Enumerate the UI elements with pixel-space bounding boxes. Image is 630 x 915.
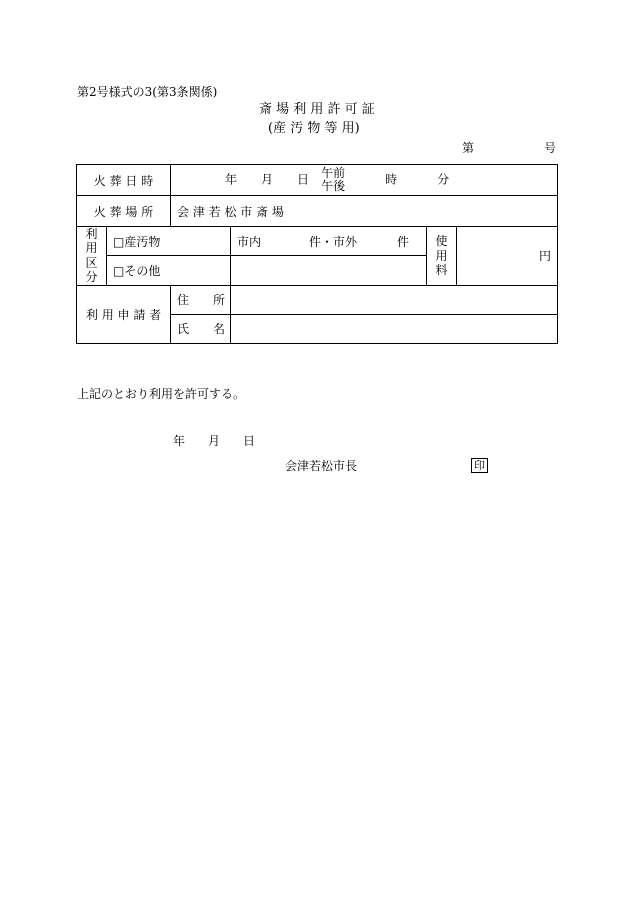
footer-date-month: 月 bbox=[208, 434, 221, 448]
date-month-unit: 月 bbox=[261, 172, 274, 187]
document-subtitle: (産 汚 物 等 用) bbox=[268, 121, 360, 136]
count-field-empty[interactable] bbox=[231, 256, 427, 285]
fee-field[interactable] bbox=[457, 227, 558, 286]
date-day-unit: 日 bbox=[297, 172, 310, 187]
permit-statement: 上記のとおり利用を許可する。 bbox=[77, 387, 246, 401]
name-label: 氏 名 bbox=[171, 314, 231, 343]
seal-mark: 印 bbox=[471, 458, 488, 473]
count-unit-end: 件 bbox=[397, 234, 410, 249]
count-field[interactable] bbox=[231, 227, 427, 256]
number-suffix: 号 bbox=[544, 141, 557, 155]
fee-label: 使 用 料 bbox=[427, 227, 457, 286]
footer-date-year: 年 bbox=[173, 434, 186, 448]
count-inside-label: 市内 bbox=[237, 234, 262, 249]
address-label: 住 所 bbox=[171, 285, 231, 314]
cremation-place-value: 会 津 若 松 市 斎 場 bbox=[171, 196, 558, 227]
form-reference: 第2号様式の3(第3条関係) bbox=[77, 85, 218, 99]
count-unit-outside: 件・市外 bbox=[309, 234, 358, 249]
cremation-place-label: 火 葬 場 所 bbox=[77, 196, 171, 227]
official-seal-box bbox=[471, 458, 488, 473]
issuer-title: 会津若松市長 bbox=[285, 459, 358, 473]
usage-category-label: 利 用 区 分 bbox=[77, 227, 107, 286]
cremation-date-field[interactable] bbox=[171, 165, 558, 196]
option-other-checkbox[interactable]: □その他 bbox=[107, 256, 231, 285]
time-hour-unit: 時 bbox=[385, 172, 398, 187]
address-field[interactable] bbox=[231, 285, 558, 314]
number-prefix: 第 bbox=[462, 141, 475, 155]
option-waste-checkbox[interactable]: □産汚物 bbox=[107, 227, 231, 256]
ampm-am: 午前 bbox=[321, 165, 346, 180]
date-year-unit: 年 bbox=[225, 172, 238, 187]
ampm-pm: 午後 bbox=[321, 179, 346, 193]
document-title: 斎 場 利 用 許 可 証 bbox=[259, 102, 375, 117]
ampm-selector[interactable] bbox=[321, 167, 345, 193]
permit-table bbox=[76, 164, 558, 344]
footer-date-day: 日 bbox=[243, 434, 256, 448]
fee-unit: 円 bbox=[539, 249, 552, 264]
time-minute-unit: 分 bbox=[437, 172, 450, 187]
cremation-date-label: 火 葬 日 時 bbox=[77, 165, 171, 196]
applicant-label: 利 用 申 請 者 bbox=[77, 285, 171, 343]
name-field[interactable] bbox=[231, 314, 558, 343]
